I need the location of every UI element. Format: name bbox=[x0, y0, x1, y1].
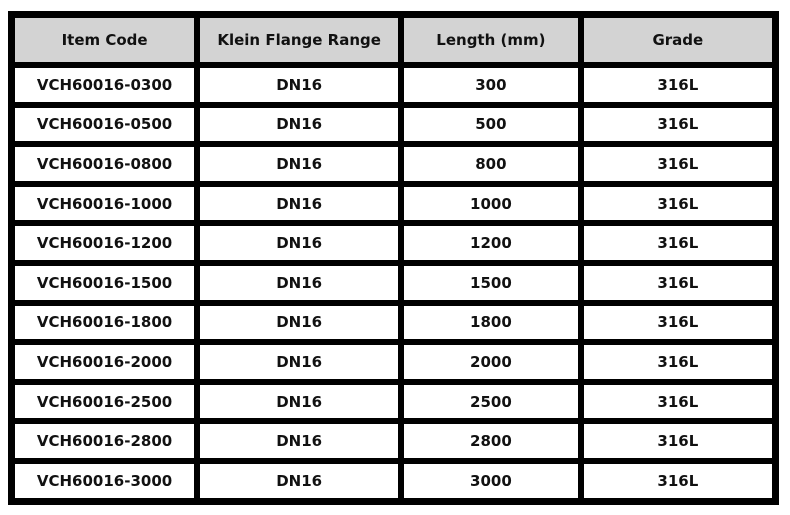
table-cell: VCH60016-1800 bbox=[12, 303, 198, 343]
table-cell: 1800 bbox=[401, 303, 581, 343]
table-cell: 316L bbox=[581, 263, 776, 303]
table-cell: 3000 bbox=[401, 461, 581, 502]
column-header-0: Item Code bbox=[12, 15, 198, 66]
table-row bbox=[12, 461, 776, 502]
table-cell: 316L bbox=[581, 223, 776, 263]
table-cell: DN16 bbox=[197, 184, 401, 224]
table-cell: DN16 bbox=[197, 342, 401, 382]
table-cell: VCH60016-2000 bbox=[12, 342, 198, 382]
table-cell: 316L bbox=[581, 65, 776, 105]
table-header-row bbox=[12, 15, 776, 66]
table-cell: 316L bbox=[581, 382, 776, 422]
table-cell: 316L bbox=[581, 144, 776, 184]
table-cell: DN16 bbox=[197, 65, 401, 105]
table-cell: 300 bbox=[401, 65, 581, 105]
column-header-1: Klein Flange Range bbox=[197, 15, 401, 66]
table-row bbox=[12, 303, 776, 343]
table-cell: 316L bbox=[581, 342, 776, 382]
table-cell: 800 bbox=[401, 144, 581, 184]
table-cell: 316L bbox=[581, 184, 776, 224]
table-row bbox=[12, 342, 776, 382]
table-cell: 1000 bbox=[401, 184, 581, 224]
table-cell: 2000 bbox=[401, 342, 581, 382]
table-cell: DN16 bbox=[197, 263, 401, 303]
table-cell: DN16 bbox=[197, 382, 401, 422]
table-row bbox=[12, 421, 776, 461]
table-cell: 2500 bbox=[401, 382, 581, 422]
table-cell: 316L bbox=[581, 461, 776, 502]
table-cell: DN16 bbox=[197, 223, 401, 263]
table-row bbox=[12, 65, 776, 105]
table-row bbox=[12, 184, 776, 224]
table-cell: 1200 bbox=[401, 223, 581, 263]
table-cell: DN16 bbox=[197, 421, 401, 461]
table-cell: 2800 bbox=[401, 421, 581, 461]
table-cell: VCH60016-0500 bbox=[12, 105, 198, 145]
table-cell: VCH60016-2500 bbox=[12, 382, 198, 422]
column-header-2: Length (mm) bbox=[401, 15, 581, 66]
table-body bbox=[12, 65, 776, 502]
table-cell: VCH60016-1000 bbox=[12, 184, 198, 224]
table-cell: VCH60016-1500 bbox=[12, 263, 198, 303]
table-row bbox=[12, 263, 776, 303]
table-cell: 316L bbox=[581, 421, 776, 461]
table-cell: VCH60016-2800 bbox=[12, 421, 198, 461]
table-row bbox=[12, 105, 776, 145]
table-cell: VCH60016-0300 bbox=[12, 65, 198, 105]
table-cell: 1500 bbox=[401, 263, 581, 303]
table-cell: DN16 bbox=[197, 461, 401, 502]
table-cell: DN16 bbox=[197, 144, 401, 184]
table-cell: 500 bbox=[401, 105, 581, 145]
table-cell: VCH60016-1200 bbox=[12, 223, 198, 263]
column-header-3: Grade bbox=[581, 15, 776, 66]
table-cell: DN16 bbox=[197, 303, 401, 343]
table-cell: VCH60016-3000 bbox=[12, 461, 198, 502]
table-row bbox=[12, 223, 776, 263]
table-cell: DN16 bbox=[197, 105, 401, 145]
table-header bbox=[12, 15, 776, 66]
table-cell: 316L bbox=[581, 303, 776, 343]
table-row bbox=[12, 382, 776, 422]
product-spec-table bbox=[8, 11, 779, 505]
table-cell: 316L bbox=[581, 105, 776, 145]
table-cell: VCH60016-0800 bbox=[12, 144, 198, 184]
table-row bbox=[12, 144, 776, 184]
